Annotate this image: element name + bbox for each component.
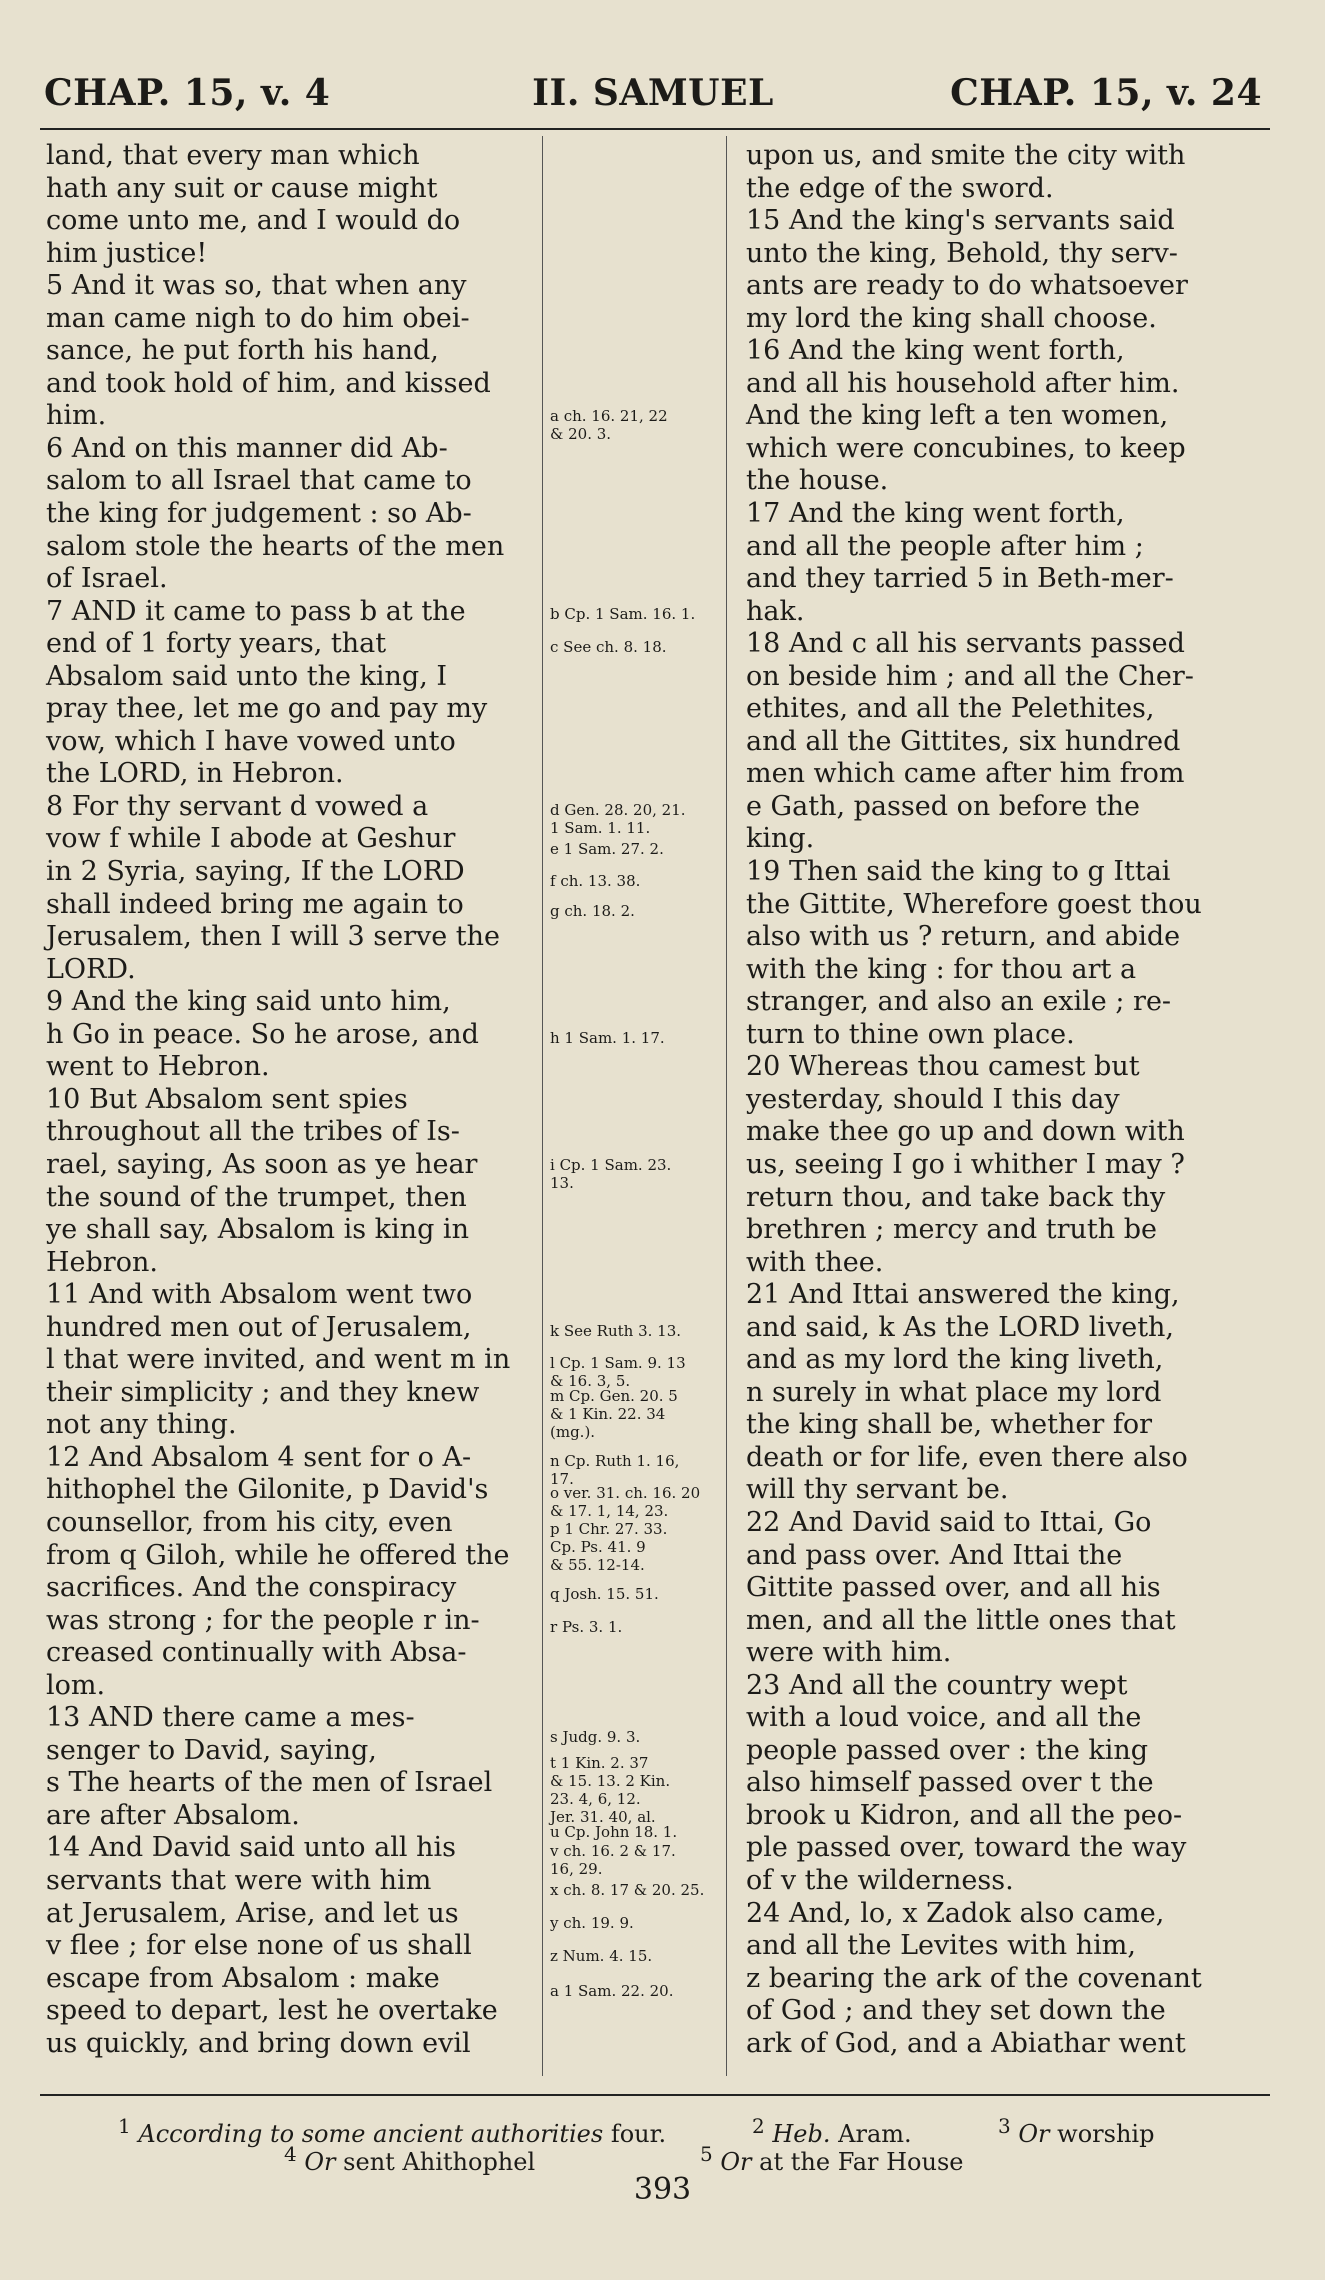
header-chapter-start: CHAP. 15, v. 4 <box>44 72 331 114</box>
cross-reference-note: r Ps. 3. 1. <box>550 1617 623 1636</box>
footnote-4: $^4$ Or sent Ahithophel <box>284 2142 536 2176</box>
text-line: ple passed over, toward the way <box>746 1832 1187 1864</box>
cross-reference-note: g ch. 18. 2. <box>550 901 635 920</box>
text-line: 6 And on this manner did Ab- <box>46 432 448 464</box>
text-line: us, seeing I go i whither I may ? <box>746 1148 1185 1180</box>
text-line: l that were invited, and went m in <box>46 1344 511 1376</box>
text-line: the king for judgement : so Ab- <box>46 498 472 530</box>
text-line: ye shall say, Absalom is king in <box>46 1214 469 1246</box>
cross-reference-note: e 1 Sam. 27. 2. <box>550 839 664 858</box>
text-line: brook u Kidron, and all the peo- <box>746 1799 1183 1831</box>
text-line: Absalom said unto the king, I <box>46 660 448 692</box>
text-line: king. <box>746 823 815 855</box>
text-line: and took hold of him, and kissed <box>46 367 491 399</box>
cross-reference-note: c See ch. 8. 18. <box>550 638 667 656</box>
text-line: turn to thine own place. <box>746 1018 1075 1050</box>
text-line: 10 But Absalom sent spies <box>46 1083 408 1115</box>
text-line: with thee. <box>746 1246 884 1278</box>
text-line: were with him. <box>746 1637 952 1669</box>
text-line: salom stole the hearts of the men <box>46 530 505 562</box>
text-line: man came nigh to do him obei- <box>46 302 470 334</box>
text-line: come unto me, and I would do <box>46 205 461 237</box>
text-line: hithophel the Gilonite, p David's <box>46 1474 489 1506</box>
text-line: 24 And, lo, x Zadok also came, <box>746 1897 1165 1929</box>
cross-reference-note: q Josh. 15. 51. <box>550 1585 659 1604</box>
text-line: him justice! <box>46 237 208 269</box>
footnote-2: $^2$ Heb. Aram. <box>752 2114 912 2148</box>
text-line: 13 AND there came a mes- <box>46 1702 415 1734</box>
cross-reference-note: n Cp. Ruth 1. 16, 17. <box>550 1451 680 1488</box>
cross-reference-note: x ch. 8. 17 & 20. 25. <box>550 1881 705 1900</box>
text-line: and all his household after him. <box>746 367 1180 399</box>
text-line: of God ; and they set down the <box>746 1995 1166 2027</box>
text-line: from q Giloh, while he offered the <box>46 1539 510 1571</box>
text-line: 14 And David said unto all his <box>46 1832 456 1864</box>
text-line: shall indeed bring me again to <box>46 888 464 920</box>
text-line: hak. <box>746 595 805 627</box>
text-line: 21 And Ittai answered the king, <box>746 1279 1180 1311</box>
text-line: Jerusalem, then I will 3 serve the <box>46 921 501 953</box>
text-line: are after Absalom. <box>46 1799 300 1831</box>
text-line: 5 And it was so, that when any <box>46 270 467 302</box>
text-line: my lord the king shall choose. <box>746 302 1157 334</box>
cross-reference-note: v ch. 16. 2 & 17. 16, 29. <box>550 1842 676 1879</box>
text-line: not any thing. <box>46 1409 237 1441</box>
text-line: on beside him ; and all the Cher- <box>746 660 1194 692</box>
right-text-column <box>746 140 1260 2060</box>
text-line: z bearing the ark of the covenant <box>746 1962 1202 1994</box>
text-line: 8 For thy servant d vowed a <box>46 790 429 822</box>
text-line: v flee ; for else none of us shall <box>46 1930 472 1962</box>
text-line: men, and all the little ones that <box>746 1604 1176 1636</box>
cross-reference-note: y ch. 19. 9. <box>550 1913 634 1932</box>
text-line: senger to David, saying, <box>46 1734 377 1766</box>
text-line: vow, which I have vowed unto <box>46 725 456 757</box>
text-line: 18 And c all his servants passed <box>746 628 1185 660</box>
cross-reference-note: s Judg. 9. 3. <box>550 1728 641 1747</box>
cross-reference-note: b Cp. 1 Sam. 16. 1. <box>550 605 696 624</box>
cross-reference-note: k See Ruth 3. 13. <box>550 1321 682 1340</box>
text-line: sance, he put forth his hand, <box>46 335 439 367</box>
cross-reference-note: p 1 Chr. 27. 33. Cp. Ps. 41. 9 & 55. 12-14. <box>550 1520 668 1575</box>
cross-reference-note: t 1 Kin. 2. 37 & 15. 13. 2 Kin. 23. 4, 6, 12. Jer. 31. 40, al. <box>550 1754 671 1827</box>
text-line: ants are ready to do whatsoever <box>746 270 1188 302</box>
cross-reference-note: a ch. 16. 21, 22 & 20. 3. <box>550 406 668 443</box>
text-line: unto the king, Behold, thy serv- <box>746 237 1178 269</box>
text-line: servants that were with him <box>46 1864 432 1896</box>
text-line: 20 Whereas thou camest but <box>746 1051 1140 1083</box>
text-line: creased continually with Absa- <box>46 1637 467 1669</box>
text-line: and all the Levites with him, <box>746 1930 1136 1962</box>
text-line: and said, k As the LORD liveth, <box>746 1311 1175 1343</box>
text-line: throughout all the tribes of Is- <box>46 1116 460 1148</box>
text-line: with the king : for thou art a <box>746 953 1137 985</box>
footnote-3: $^3$ Or worship <box>998 2114 1155 2148</box>
text-line: hath any suit or cause might <box>46 172 438 204</box>
column-divider-right <box>726 136 727 2076</box>
page-number: 393 <box>633 2172 692 2207</box>
running-header <box>44 72 1262 124</box>
text-line: was strong ; for the people r in- <box>46 1604 480 1636</box>
text-line: end of 1 forty years, that <box>46 628 387 660</box>
text-line: 22 And David said to Ittai, Go <box>746 1506 1152 1538</box>
text-line: the sound of the trumpet, then <box>46 1181 467 1213</box>
text-line: e Gath, passed on before the <box>746 790 1140 822</box>
cross-reference-note: h 1 Sam. 1. 17. <box>550 1028 665 1047</box>
text-line: which were concubines, to keep <box>746 432 1186 464</box>
cross-reference-note: z Num. 4. 15. <box>550 1946 653 1965</box>
text-line: speed to depart, lest he overtake <box>46 1995 498 2027</box>
text-line: stranger, and also an exile ; re- <box>746 986 1172 1018</box>
text-line: rael, saying, As soon as ye hear <box>46 1148 478 1180</box>
footnote-rule <box>40 2094 1270 2096</box>
text-line: and pass over. And Ittai the <box>746 1539 1123 1571</box>
text-line: the king shall be, whether for <box>746 1409 1153 1441</box>
footnote-5: $^5$ Or at the Far House <box>700 2142 964 2176</box>
text-line: s The hearts of the men of Israel <box>46 1767 493 1799</box>
text-line: with a loud voice, and all the <box>746 1702 1142 1734</box>
text-line: death or for life, even there also <box>746 1441 1188 1473</box>
text-line: the Gittite, Wherefore goest thou <box>746 888 1202 920</box>
text-line: will thy servant be. <box>746 1474 1009 1506</box>
text-line: and as my lord the king liveth, <box>746 1344 1164 1376</box>
text-line: people passed over : the king <box>746 1734 1149 1766</box>
text-line: 23 And all the country wept <box>746 1669 1128 1701</box>
text-line: their simplicity ; and they knew <box>46 1376 480 1408</box>
text-line: counsellor, from his city, even <box>46 1506 453 1538</box>
text-line: us quickly, and bring down evil <box>46 2027 471 2059</box>
text-line: the edge of the sword. <box>746 172 1054 204</box>
text-line: 16 And the king went forth, <box>746 335 1125 367</box>
left-text-column <box>46 140 534 2060</box>
footnote-1: $^1$ According to some ancient authorities four. <box>118 2114 667 2148</box>
text-line: and they tarried 5 in Beth-mer- <box>746 563 1174 595</box>
cross-reference-note: m Cp. Gen. 20. 5 & 1 Kin. 22. 34 (mg.). <box>550 1386 678 1441</box>
text-line: Gittite passed over, and all his <box>746 1572 1161 1604</box>
text-line: 15 And the king's servants said <box>746 205 1175 237</box>
text-line: 17 And the king went forth, <box>746 498 1125 530</box>
text-line: of v the wilderness. <box>746 1864 1014 1896</box>
text-line: 12 And Absalom 4 sent for o A- <box>46 1441 472 1473</box>
cross-reference-note: u Cp. John 18. 1. <box>550 1822 678 1841</box>
text-line: Hebron. <box>46 1246 158 1278</box>
text-line: and all the people after him ; <box>746 530 1144 562</box>
text-line: the house. <box>746 465 889 497</box>
cross-reference-note: f ch. 13. 38. <box>550 872 641 891</box>
text-line: escape from Absalom : make <box>46 1962 440 1994</box>
text-line: lom. <box>46 1669 106 1701</box>
header-rule <box>40 128 1270 130</box>
text-line: upon us, and smite the city with <box>746 140 1186 171</box>
text-line: vow f while I abode at Geshur <box>46 823 456 855</box>
header-chapter-end: CHAP. 15, v. 24 <box>950 72 1262 114</box>
text-line: 7 AND it came to pass b at the <box>46 595 466 627</box>
cross-reference-note: i Cp. 1 Sam. 23. 13. <box>550 1155 672 1192</box>
text-line: LORD. <box>46 953 136 985</box>
text-line: went to Hebron. <box>46 1051 270 1083</box>
text-line: brethren ; mercy and truth be <box>746 1214 1157 1246</box>
text-line: land, that every man which <box>46 140 420 171</box>
cross-reference-note: a 1 Sam. 22. 20. <box>550 1982 674 2001</box>
text-line: in 2 Syria, saying, If the LORD <box>46 856 465 888</box>
cross-reference-note: l Cp. 1 Sam. 9. 13 & 16. 3, 5. <box>550 1354 686 1391</box>
text-line: yesterday, should I this day <box>746 1083 1120 1115</box>
text-line: 11 And with Absalom went two <box>46 1279 473 1311</box>
text-line: the LORD, in Hebron. <box>46 758 344 790</box>
text-line: hundred men out of Jerusalem, <box>46 1311 472 1343</box>
header-book-title: II. SAMUEL <box>532 72 774 114</box>
text-line: and all the Gittites, six hundred <box>746 725 1181 757</box>
text-line: of Israel. <box>46 563 168 595</box>
text-line: And the king left a ten women, <box>746 400 1169 432</box>
text-line: at Jerusalem, Arise, and let us <box>46 1897 459 1929</box>
text-line: ark of God, and a Abiathar went <box>746 2027 1186 2059</box>
text-line: make thee go up and down with <box>746 1116 1185 1148</box>
text-line: ethites, and all the Pelethites, <box>746 693 1155 725</box>
text-line: 19 Then said the king to g Ittai <box>746 856 1171 888</box>
text-line: n surely in what place my lord <box>746 1376 1162 1408</box>
text-line: also with us ? return, and abide <box>746 921 1181 953</box>
text-line: h Go in peace. So he arose, and <box>46 1018 479 1050</box>
text-line: salom to all Israel that came to <box>46 465 472 497</box>
column-divider-left <box>542 136 543 2076</box>
text-line: pray thee, let me go and pay my <box>46 693 488 725</box>
text-line: him. <box>46 400 107 432</box>
cross-reference-note: o ver. 31. ch. 16. 20 & 17. 1, 14, 23. <box>550 1484 701 1521</box>
text-line: return thou, and take back thy <box>746 1181 1166 1213</box>
text-line: also himself passed over t the <box>746 1767 1154 1799</box>
text-line: men which came after him from <box>746 758 1185 790</box>
text-line: sacrifices. And the conspiracy <box>46 1572 457 1604</box>
cross-reference-note: d Gen. 28. 20, 21. 1 Sam. 1. 11. <box>550 800 686 837</box>
text-line: 9 And the king said unto him, <box>46 986 451 1018</box>
